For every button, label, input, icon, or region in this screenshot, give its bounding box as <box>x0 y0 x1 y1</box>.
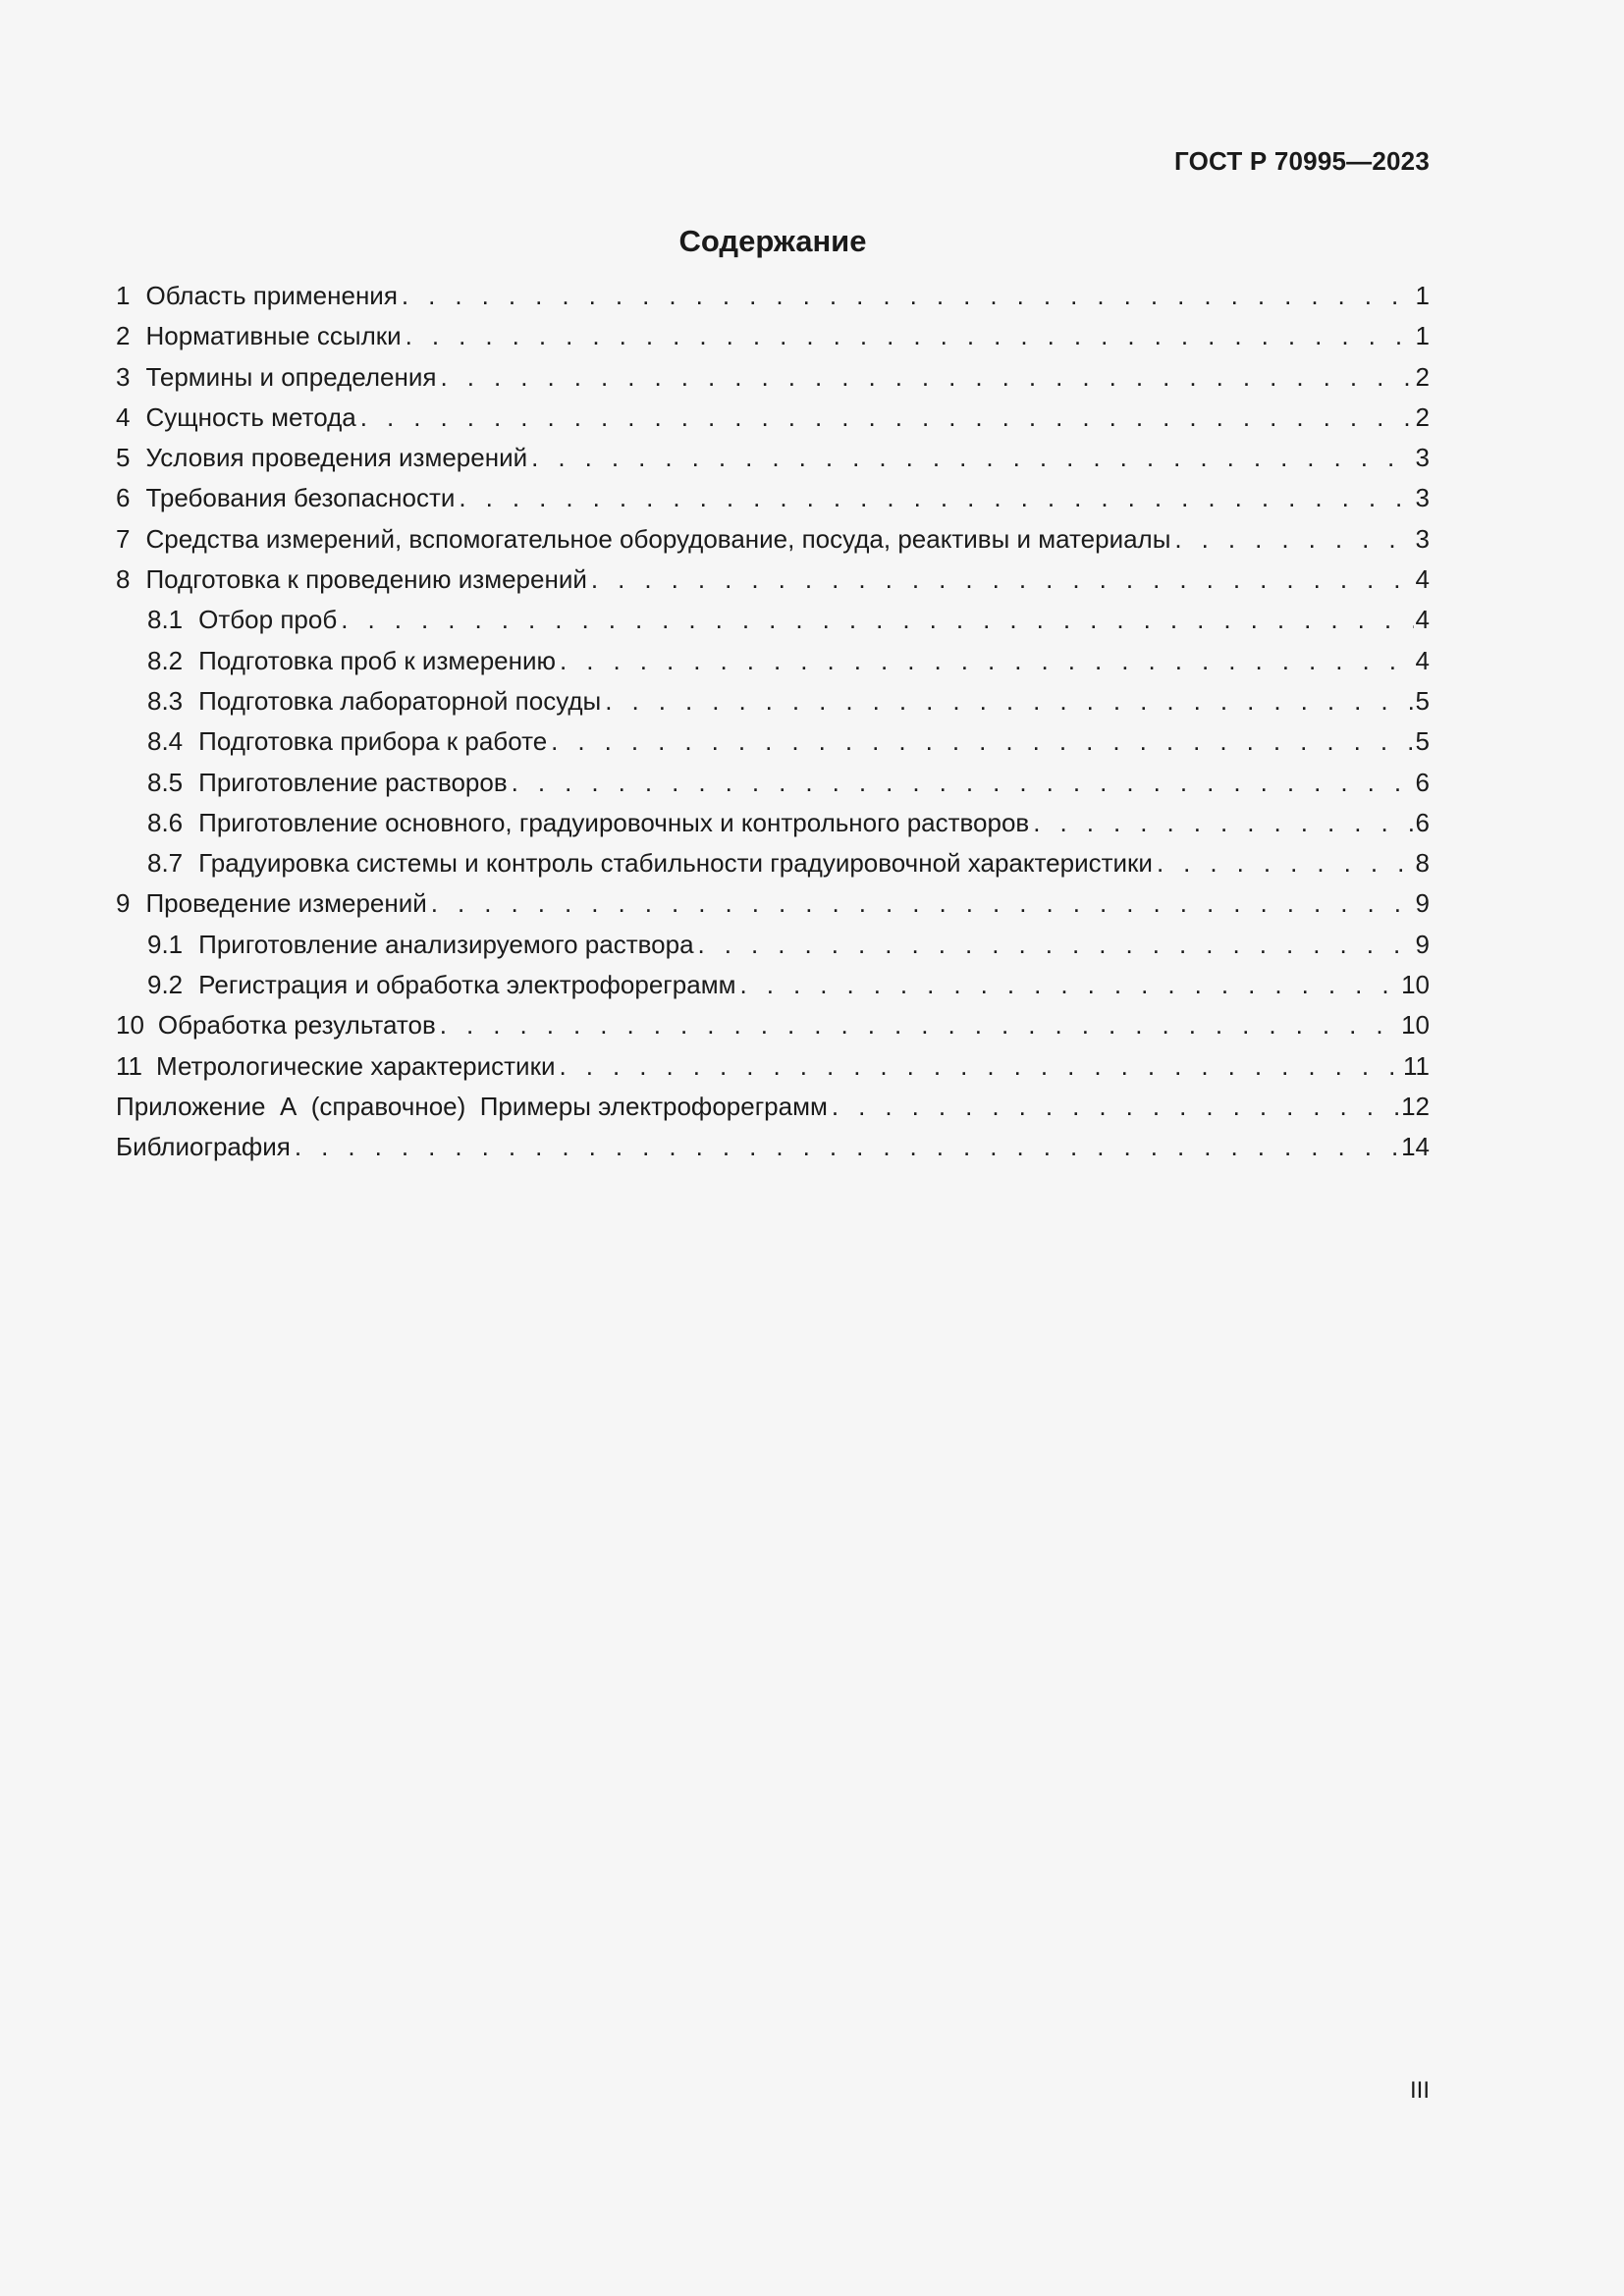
toc-entry-number: 8.1 <box>147 605 184 635</box>
toc-entry-number: 6 <box>116 483 131 513</box>
toc-subentry[interactable] <box>116 808 1430 848</box>
toc-entry-number: 8.3 <box>147 685 184 716</box>
toc-leader-dots <box>402 281 1414 311</box>
toc-entry[interactable] <box>116 443 1430 483</box>
toc-entry-number: 3 <box>116 361 131 392</box>
toc-subentry[interactable] <box>116 970 1430 1010</box>
toc-title: Содержание <box>678 224 867 258</box>
toc-entry-title: Подготовка лабораторной посуды <box>198 685 602 716</box>
toc-entry-title: Отбор проб <box>198 605 338 635</box>
toc-entry-title: Сущность метода <box>145 401 356 432</box>
toc-leader-dots <box>406 321 1414 351</box>
toc-entry-number: 11 <box>116 1050 142 1081</box>
toc-leader-dots <box>360 402 1414 433</box>
toc-leader-dots <box>1157 848 1414 879</box>
toc-leader-dots <box>295 1132 1399 1162</box>
toc-entry-title: Подготовка к проведению измерений <box>145 564 587 595</box>
toc-subentry[interactable] <box>116 726 1430 767</box>
toc-entry-page: 6 <box>1415 807 1430 837</box>
toc-entry-title: Приложение А (справочное) Примеры электрофореграмм <box>116 1091 828 1121</box>
toc-entry[interactable] <box>116 524 1430 564</box>
toc-leader-dots <box>341 605 1413 635</box>
toc-entry-title: Обработка результатов <box>157 1010 436 1041</box>
toc-entry-title: Метрологические характеристики <box>156 1050 556 1081</box>
toc-subentry[interactable] <box>116 848 1430 888</box>
toc-entry-number: 1 <box>116 281 131 310</box>
toc-leader-dots <box>431 888 1414 919</box>
toc-entry-page: 3 <box>1415 443 1430 473</box>
toc-entry-number: 7 <box>116 523 131 554</box>
toc-entry-number: 9 <box>116 888 131 919</box>
toc-leader-dots <box>459 483 1413 513</box>
toc-entry-title: Термины и определения <box>145 361 437 392</box>
toc-subentry[interactable] <box>116 686 1430 726</box>
toc-entry-number: 9.2 <box>147 970 184 1000</box>
toc-subentry[interactable] <box>116 768 1430 808</box>
toc-entry[interactable] <box>116 321 1430 361</box>
toc-bibliography-entry[interactable] <box>116 1132 1430 1172</box>
toc-entry-title: Нормативные ссылки <box>145 321 402 351</box>
toc-entry-page: 5 <box>1415 726 1430 757</box>
toc-entry-page: 4 <box>1415 605 1430 635</box>
toc-leader-dots <box>591 564 1414 595</box>
toc-entry-title: Подготовка проб к измерению <box>198 645 557 675</box>
toc-entry[interactable] <box>116 1010 1430 1050</box>
toc-entry-page: 4 <box>1415 564 1430 595</box>
toc-leader-dots <box>560 646 1414 676</box>
toc-entry-number: 8.7 <box>147 848 184 879</box>
toc-entry-number: 8 <box>116 564 131 595</box>
toc-entry-number: 2 <box>116 321 131 351</box>
toc-entry-title: Условия проведения измерений <box>145 443 528 473</box>
toc-entry-title: Проведение измерений <box>145 888 427 919</box>
toc-entry-title: Средства измерений, вспомогательное оборудование, посуда, реактивы и материалы <box>145 523 1171 554</box>
table-of-contents <box>116 281 1430 1173</box>
toc-leader-dots <box>440 362 1413 393</box>
toc-entry-number: 8.4 <box>147 726 184 757</box>
toc-entry-page: 9 <box>1415 929 1430 959</box>
toc-leader-dots <box>1033 808 1413 838</box>
toc-leader-dots <box>832 1092 1399 1122</box>
toc-subentry[interactable] <box>116 930 1430 970</box>
toc-entry-page: 4 <box>1415 645 1430 675</box>
page-number: III <box>1409 2077 1430 2104</box>
toc-entry-page: 5 <box>1415 685 1430 716</box>
document-code: ГОСТ Р 70995—2023 <box>1174 146 1430 176</box>
toc-entry-page: 6 <box>1415 767 1430 797</box>
toc-entry-title: Библиография <box>116 1132 291 1162</box>
toc-entry[interactable] <box>116 1051 1430 1092</box>
toc-entry-number: 10 <box>116 1010 144 1041</box>
toc-entry-page: 12 <box>1401 1091 1430 1121</box>
toc-leader-dots <box>698 930 1414 960</box>
toc-entry-title: Подготовка прибора к работе <box>198 726 548 757</box>
toc-entry[interactable] <box>116 888 1430 929</box>
toc-leader-dots <box>1174 524 1413 555</box>
toc-subentry[interactable] <box>116 605 1430 645</box>
toc-entry-title: Приготовление анализируемого раствора <box>198 929 694 959</box>
toc-entry-page: 9 <box>1415 888 1430 919</box>
toc-entry[interactable] <box>116 564 1430 605</box>
toc-entry-title: Приготовление растворов <box>198 767 508 797</box>
toc-entry-number: 9.1 <box>147 929 184 959</box>
toc-entry-page: 10 <box>1401 970 1430 1000</box>
toc-entry-title: Область применения <box>145 281 398 310</box>
toc-entry-title: Регистрация и обработка электрофореграмм <box>198 970 736 1000</box>
toc-entry-title: Требования безопасности <box>145 483 456 513</box>
toc-entry-number: 8.5 <box>147 767 184 797</box>
toc-leader-dots <box>559 1051 1401 1082</box>
toc-leader-dots <box>551 726 1413 757</box>
toc-entry-page: 1 <box>1415 321 1430 351</box>
toc-entry[interactable] <box>116 402 1430 443</box>
toc-entry-page: 2 <box>1415 401 1430 432</box>
toc-entry[interactable] <box>116 362 1430 402</box>
toc-leader-dots <box>605 686 1413 717</box>
toc-entry-number: 8.2 <box>147 645 184 675</box>
toc-subentry[interactable] <box>116 646 1430 686</box>
toc-entry-number: 5 <box>116 443 131 473</box>
toc-entry-page: 11 <box>1403 1050 1430 1081</box>
toc-entry-page: 1 <box>1415 281 1430 310</box>
toc-entry-page: 3 <box>1415 483 1430 513</box>
toc-leader-dots <box>440 1010 1399 1041</box>
toc-entry-page: 3 <box>1415 523 1430 554</box>
toc-entry-number: 8.6 <box>147 807 184 837</box>
toc-entry-page: 8 <box>1415 848 1430 879</box>
toc-appendix-entry[interactable] <box>116 1092 1430 1132</box>
toc-entry-number: 4 <box>116 401 131 432</box>
toc-entry-page: 2 <box>1415 361 1430 392</box>
toc-leader-dots <box>512 768 1414 798</box>
toc-entry[interactable] <box>116 483 1430 523</box>
toc-entry-title: Градуировка системы и контроль стабильности градуировочной характеристики <box>198 848 1153 879</box>
toc-entry-title: Приготовление основного, градуировочных и контрольного растворов <box>198 807 1030 837</box>
toc-leader-dots <box>531 443 1413 473</box>
toc-entry[interactable] <box>116 281 1430 321</box>
toc-entry-page: 14 <box>1401 1132 1430 1162</box>
toc-leader-dots <box>739 970 1399 1000</box>
toc-entry-page: 10 <box>1401 1010 1430 1041</box>
